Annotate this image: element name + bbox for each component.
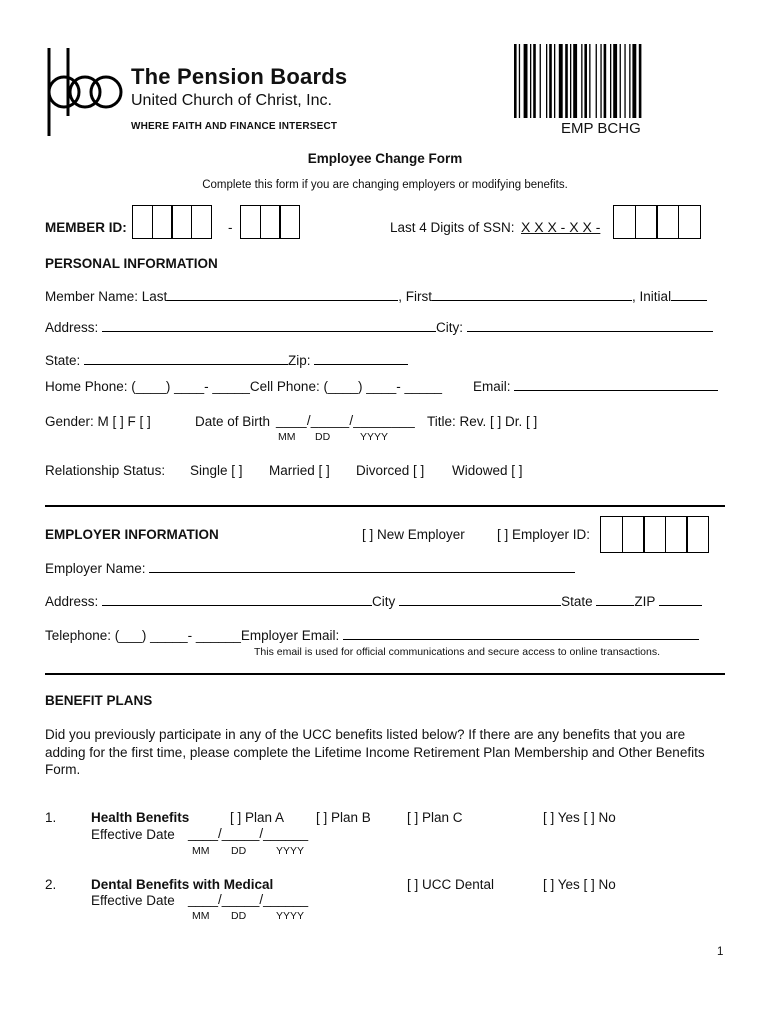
ssn-box[interactable] (635, 205, 658, 239)
dob-field[interactable]: ____/_____/________ (276, 413, 415, 428)
member-id-box[interactable] (132, 205, 153, 239)
member-id-box[interactable] (171, 205, 192, 239)
barcode-bar (610, 44, 611, 118)
ssn-box[interactable] (678, 205, 701, 239)
barcode-bar (559, 44, 563, 118)
barcode-bar (639, 44, 642, 118)
pension-boards-logo-icon (44, 44, 124, 140)
employer-city-label: City (372, 594, 396, 609)
address-field[interactable] (102, 331, 436, 332)
zip-field[interactable] (314, 364, 408, 365)
barcode-bar (524, 44, 528, 118)
employer-address-label: Address: (45, 594, 99, 609)
employer-state-label: State (561, 594, 593, 609)
barcode-bar (584, 44, 587, 118)
employer-id-box[interactable] (643, 516, 666, 553)
title-field[interactable]: Title: Rev. [ ] Dr. [ ] (427, 414, 538, 429)
employer-zip-label: ZIP (634, 594, 656, 609)
benefit-effective-date-field[interactable]: ____/_____/______ (188, 892, 309, 907)
date-mm: MM (192, 845, 210, 857)
benefits-intro: Did you previously participate in any of the UCC benefits listed below? If there are any benefits that you are adding for the first time, please complete the Lifetime Income Retirement Plan Membership and Other Benefits Form. (45, 727, 705, 777)
member-id-box[interactable] (152, 205, 173, 239)
yes-no-checkbox[interactable]: [ ] Yes [ ] No (543, 877, 616, 892)
first-name-label: , First (398, 289, 433, 304)
barcode-bar (581, 44, 582, 118)
barcode-bar (546, 44, 547, 118)
benefit-effective-label: Effective Date (91, 893, 175, 908)
dob-label: Date of Birth (195, 414, 271, 429)
member-id-box[interactable] (279, 205, 300, 239)
state-label: State: (45, 353, 81, 368)
cell-phone-field[interactable]: Cell Phone: (____) ____- _____ (249, 379, 443, 394)
date-yyyy: YYYY (276, 845, 305, 857)
date-dd: DD (231, 910, 247, 922)
widowed-checkbox[interactable]: Widowed [ ] (452, 463, 523, 478)
divider (45, 673, 725, 675)
barcode-bar (632, 44, 636, 118)
dob-dd: DD (315, 431, 331, 443)
state-field[interactable] (84, 364, 288, 365)
member-name-last-label: Member Name: Last (45, 289, 168, 304)
date-mm: MM (192, 910, 210, 922)
barcode-label: EMP BCHG (561, 120, 641, 137)
employer-telephone-field[interactable]: Telephone: (___) _____- ______ (45, 628, 241, 643)
employer-id-box[interactable] (600, 516, 623, 553)
zip-label: Zip: (288, 353, 311, 368)
employer-name-label: Employer Name: (45, 561, 146, 576)
barcode-bar (629, 44, 630, 118)
state-row (45, 353, 408, 368)
ssn-label: Last 4 Digits of SSN: (390, 220, 515, 235)
employer-zip-field[interactable] (659, 605, 702, 606)
barcode-bar (589, 44, 590, 118)
benefit-item-name: Health Benefits (91, 810, 190, 825)
married-checkbox[interactable]: Married [ ] (269, 463, 330, 478)
barcode-bar (624, 44, 625, 118)
barcode-bar (540, 44, 541, 118)
member-id-label: MEMBER ID: (45, 220, 127, 235)
barcode-bar (519, 44, 520, 118)
date-dd: DD (231, 845, 247, 857)
member-id-box[interactable] (260, 205, 281, 239)
home-phone-field[interactable]: Home Phone: (____) ____- _____ (45, 379, 250, 394)
initial-field[interactable] (671, 300, 707, 301)
employer-id-box[interactable] (686, 516, 709, 553)
benefit-effective-date-field[interactable]: ____/_____/______ (188, 826, 309, 841)
ssn-boxes[interactable] (613, 205, 699, 239)
plan-b-checkbox[interactable]: [ ] Plan B (316, 810, 371, 825)
benefit-item-number: 1. (45, 810, 57, 825)
barcode-bar (604, 44, 607, 118)
last-name-field[interactable] (167, 300, 398, 301)
relationship-label: Relationship Status: (45, 463, 166, 478)
gender-field[interactable]: Gender: M [ ] F [ ] (45, 414, 151, 429)
logo-tagline: WHERE FAITH AND FINANCE INTERSECT (131, 121, 338, 132)
barcode-bar (533, 44, 536, 118)
benefit-item-name: Dental Benefits with Medical (91, 877, 274, 892)
divorced-checkbox[interactable]: Divorced [ ] (356, 463, 425, 478)
dob-mm: MM (278, 431, 296, 443)
yes-no-checkbox[interactable]: [ ] Yes [ ] No (543, 810, 616, 825)
employer-id-boxes[interactable] (600, 516, 708, 553)
employer-id-label[interactable]: [ ] Employer ID: (497, 527, 591, 542)
member-id-box[interactable] (240, 205, 261, 239)
employer-name-field[interactable] (149, 572, 575, 573)
city-field[interactable] (467, 331, 713, 332)
barcode-bar (600, 44, 601, 118)
employer-email-note: This email is used for official communications and secure access to online transactions. (254, 646, 660, 658)
barcode-bar (530, 44, 531, 118)
benefits-heading: BENEFIT PLANS (45, 693, 153, 708)
email-row (473, 379, 718, 394)
barcode-bar (549, 44, 552, 118)
page-number: 1 (717, 946, 724, 958)
member-id-dash: - (228, 220, 233, 235)
employer-id-box[interactable] (665, 516, 688, 553)
employer-email-field[interactable] (343, 639, 699, 640)
employer-address-field[interactable] (102, 605, 372, 606)
member-id-box[interactable] (191, 205, 212, 239)
employer-heading: EMPLOYER INFORMATION (45, 527, 219, 542)
ssn-box[interactable] (656, 205, 679, 239)
email-field[interactable] (514, 390, 718, 391)
city-label: City: (436, 320, 464, 335)
address-row (45, 320, 713, 335)
employer-address-row (45, 594, 702, 609)
employer-id-box[interactable] (622, 516, 645, 553)
logo-title: The Pension Boards (131, 64, 348, 89)
form-title: Employee Change Form (307, 151, 463, 166)
member-id-boxes[interactable] (132, 205, 210, 239)
member-name-row (45, 289, 707, 304)
barcode-bar (554, 44, 555, 118)
employer-city-field[interactable] (399, 605, 561, 606)
barcode-bar (565, 44, 568, 118)
barcode (512, 44, 702, 124)
barcode-bar (613, 44, 617, 118)
phone-row (45, 379, 442, 394)
barcode-bar (573, 44, 577, 118)
barcode-bar (514, 44, 517, 118)
benefit-effective-label: Effective Date (91, 827, 175, 842)
new-employer-checkbox[interactable]: [ ] New Employer (362, 527, 465, 542)
plan-a-checkbox[interactable]: [ ] Plan A (230, 810, 285, 825)
ucc-dental-checkbox[interactable]: [ ] UCC Dental (407, 877, 495, 892)
barcode-bar (620, 44, 621, 118)
plan-c-checkbox[interactable]: [ ] Plan C (407, 810, 463, 825)
initial-label: , Initial (632, 289, 672, 304)
barcode-bar (596, 44, 597, 118)
logo-subtitle: United Church of Christ, Inc. (131, 92, 332, 109)
employer-state-field[interactable] (596, 605, 634, 606)
member-id-boxes-2[interactable] (240, 205, 299, 239)
personal-heading: PERSONAL INFORMATION (45, 256, 218, 271)
first-name-field[interactable] (432, 300, 632, 301)
employer-name-row (45, 561, 575, 576)
address-label: Address: (45, 320, 99, 335)
logo (44, 44, 348, 140)
ssn-mask: X X X - X X - (521, 219, 601, 235)
single-checkbox[interactable]: Single [ ] (190, 463, 243, 478)
dob-yyyy: YYYY (360, 431, 389, 443)
divider (45, 505, 725, 507)
email-label: Email: (473, 379, 511, 394)
employer-phone-row (45, 628, 699, 643)
date-yyyy: YYYY (276, 910, 305, 922)
barcode-icon (512, 44, 702, 120)
employer-email-label: Employer Email: (240, 628, 340, 643)
barcode-bar (570, 44, 571, 118)
ssn-box[interactable] (613, 205, 636, 239)
benefit-item-number: 2. (45, 877, 57, 892)
form-subtitle: Complete this form if you are changing employers or modifying benefits. (202, 179, 568, 191)
